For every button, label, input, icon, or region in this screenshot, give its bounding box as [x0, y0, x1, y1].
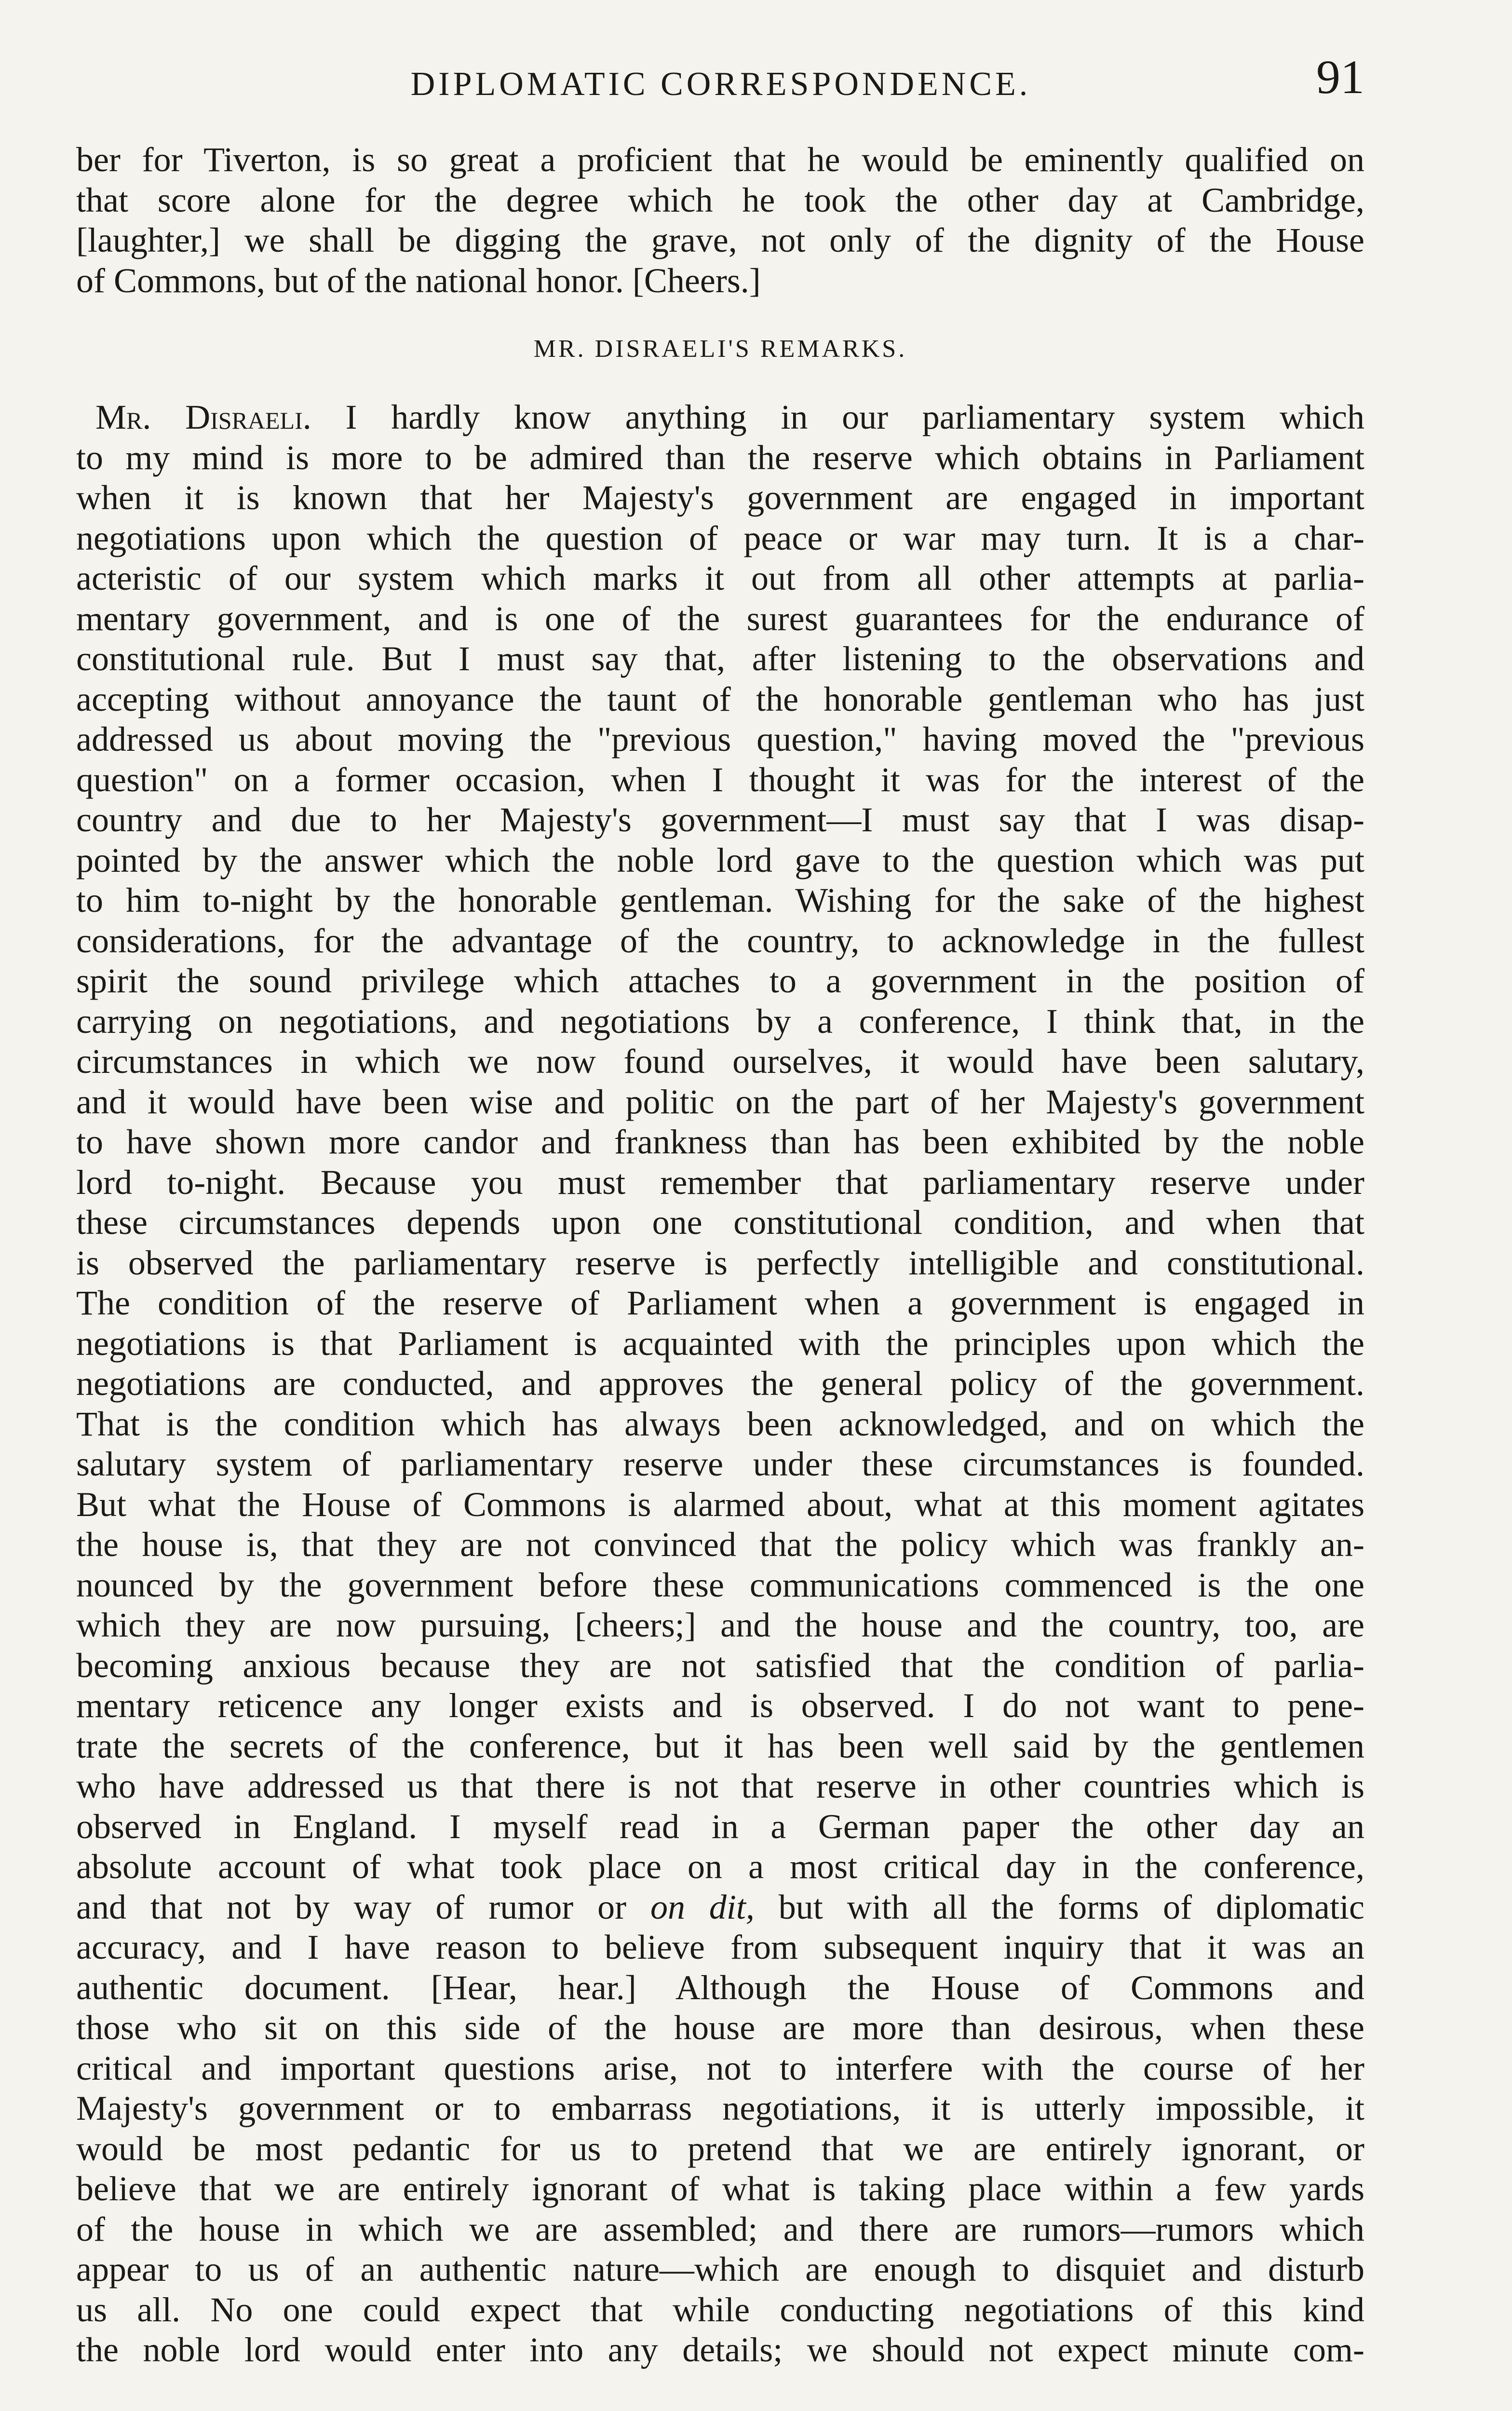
- text-line: to my mind is more to be admired than the reserve which obtains in Parliament: [76, 438, 1364, 477]
- text-line: negotiations are conducted, and approves the general policy of the government.: [76, 1364, 1364, 1403]
- text-line: addressed us about moving the "previous question," having moved the "previous: [76, 720, 1364, 759]
- on-dit-after: but with all the forms of diplomatic: [754, 1887, 1364, 1926]
- text-line: acteristic of our system which marks it out from all other attempts at parlia-: [76, 559, 1364, 597]
- text-line: carrying on negotiations, and negotiations by a conference, I think that, in the: [76, 1002, 1364, 1041]
- text-line: mentary government, and is one of the surest guarantees for the endurance of: [76, 599, 1364, 638]
- text-line: But what the House of Commons is alarmed about, what at this moment agitates: [76, 1485, 1364, 1524]
- text-line: when it is known that her Majesty's government are engaged in important: [76, 478, 1364, 517]
- text-line: lord to-night. Because you must remember that parliamentary reserve under: [76, 1163, 1364, 1202]
- text-line: appear to us of an authentic nature—which are enough to disquiet and disturb: [76, 2250, 1364, 2289]
- text-line: believe that we are entirely ignorant of what is taking place within a few yards: [76, 2169, 1364, 2208]
- text-line: to him to-night by the honorable gentleman. Wishing for the sake of the highest: [76, 881, 1364, 920]
- text-line: considerations, for the advantage of the country, to acknowledge in the fullest: [76, 921, 1364, 960]
- section-heading: MR. DISRAELI'S REMARKS.: [533, 335, 907, 363]
- text-line: circumstances in which we now found ourselves, it would have been salutary,: [76, 1042, 1364, 1081]
- text-line: mentary reticence any longer exists and is observed. I do not want to pene-: [76, 1686, 1364, 1725]
- text-line: The condition of the reserve of Parliament when a government is engaged in: [76, 1284, 1364, 1322]
- text-line: [laughter,] we shall be digging the grave, not only of the dignity of the House: [76, 221, 1364, 259]
- speech-opening-text: I hardly know anything in our parliamentary system which: [345, 398, 1365, 436]
- text-line: country and due to her Majesty's government—I must say that I was disap-: [76, 800, 1364, 839]
- text-line: is observed the parliamentary reserve is perfectly intelligible and constitutional.: [76, 1243, 1364, 1282]
- text-line: and it would have been wise and politic on the part of her Majesty's government: [76, 1082, 1364, 1121]
- text-line: authentic document. [Hear, hear.] Although the House of Commons and: [76, 1968, 1364, 2007]
- text-line: negotiations upon which the question of peace or war may turn. It is a char-: [76, 518, 1364, 557]
- text-line: which they are now pursuing, [cheers;] and the house and the country, too, are: [76, 1606, 1364, 1644]
- text-line: negotiations is that Parliament is acquainted with the principles upon which the: [76, 1324, 1364, 1363]
- speaker-name: Mr. Disraeli.: [95, 398, 311, 436]
- text-line-on-dit: [76, 1887, 1364, 1928]
- text-line: accepting without annoyance the taunt of the honorable gentleman who has just: [76, 679, 1364, 718]
- text-line: ber for Tiverton, is so great a proficient that he would be eminently qualified on: [76, 140, 1364, 179]
- text-line: the noble lord would enter into any details; we should not expect minute com-: [76, 2330, 1364, 2369]
- text-line: observed in England. I myself read in a German paper the other day an: [76, 1807, 1364, 1846]
- text-line: constitutional rule. But I must say that, after listening to the observations and: [76, 639, 1364, 678]
- text-line: of the house in which we are assembled; and there are rumors—rumors which: [76, 2209, 1364, 2248]
- speech-paragraph: [76, 397, 1364, 2370]
- running-title: DIPLOMATIC CORRESPONDENCE.: [410, 66, 1031, 103]
- text-line: becoming anxious because they are not satisfied that the condition of parlia-: [76, 1646, 1364, 1685]
- text-line: salutary system of parliamentary reserve under these circumstances is founded.: [76, 1445, 1364, 1483]
- page-number: 91: [1316, 50, 1364, 104]
- text-line: us all. No one could expect that while conducting negotiations of this kind: [76, 2290, 1364, 2329]
- on-dit-before: and that not by way of rumor or: [76, 1887, 650, 1926]
- text-line: spirit the sound privilege which attaches to a government in the position of: [76, 962, 1364, 1000]
- text-line: pointed by the answer which the noble lord gave to the question which was put: [76, 840, 1364, 880]
- text-line: those who sit on this side of the house are more than desirous, when these: [76, 2008, 1364, 2047]
- text-line: that score alone for the degree which he took the other day at Cambridge,: [76, 180, 1364, 219]
- text-line: the house is, that they are not convinced that the policy which was frankly an-: [76, 1525, 1364, 1564]
- text-line: question" on a former occasion, when I thought it was for the interest of the: [76, 760, 1364, 799]
- text-line: That is the condition which has always been acknowledged, and on which the: [76, 1404, 1364, 1443]
- opening-paragraph: [76, 140, 1364, 301]
- text-line: who have addressed us that there is not that reserve in other countries which is: [76, 1767, 1364, 1805]
- text-line: nounced by the government before these communications commenced is the one: [76, 1565, 1364, 1604]
- text-line: to have shown more candor and frankness than has been exhibited by the noble: [76, 1123, 1364, 1161]
- text-block: [76, 140, 1364, 2370]
- running-head: [77, 46, 1364, 113]
- text-line: of Commons, but of the national honor. [Cheers.]: [76, 261, 761, 300]
- text-line: trate the secrets of the conference, but it has been well said by the gentlemen: [76, 1726, 1364, 1765]
- speech-first-line: [76, 397, 1364, 438]
- text-line: critical and important questions arise, not to interfere with the course of her: [76, 2048, 1364, 2087]
- text-line: would be most pedantic for us to pretend that we are entirely ignorant, or: [76, 2129, 1364, 2168]
- text-line: these circumstances depends upon one constitutional condition, and when that: [76, 1203, 1364, 1242]
- text-line: Majesty's government or to embarrass negotiations, it is utterly impossible, it: [76, 2089, 1364, 2127]
- text-line: absolute account of what took place on a most critical day in the conference,: [76, 1847, 1364, 1886]
- text-line: accuracy, and I have reason to believe from subsequent inquiry that it was an: [76, 1928, 1364, 1966]
- on-dit-phrase: on dit,: [650, 1887, 755, 1926]
